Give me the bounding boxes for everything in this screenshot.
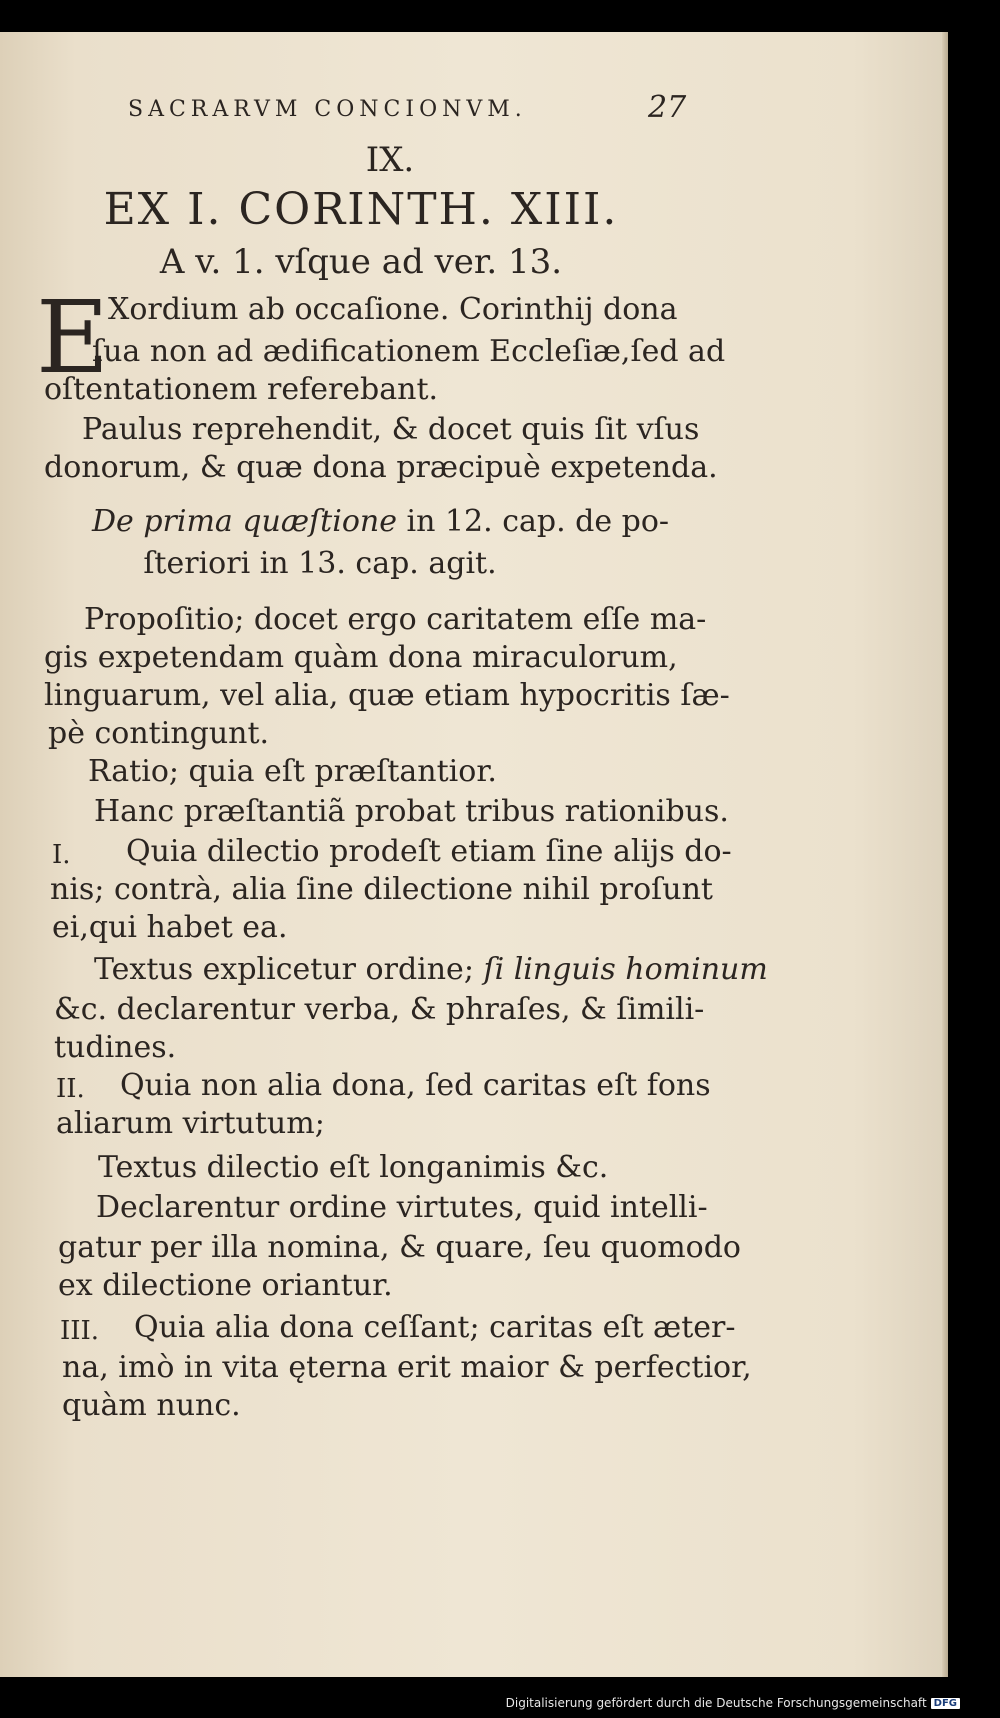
text-line: Textus dilectio eſt longanimis &c. bbox=[98, 1150, 609, 1185]
italic-phrase: ſi linguis hominum bbox=[483, 952, 768, 987]
text-line: Xordium ab occaſione. Corinthij dona bbox=[108, 292, 678, 327]
chapter-subtitle: A v. 1. vſque ad ver. 13. bbox=[159, 242, 563, 282]
page-number: 27 bbox=[648, 90, 687, 125]
text-line: Quia non alia dona, ſed caritas eſt fons bbox=[120, 1068, 711, 1103]
digitization-footer bbox=[506, 1696, 960, 1710]
text-line bbox=[92, 504, 669, 539]
text-line: gis expetendam quàm dona miraculorum, bbox=[44, 640, 678, 675]
text-line: aliarum virtutum; bbox=[56, 1106, 325, 1141]
chapter-title: EX I. CORINTH. XIII. bbox=[103, 184, 619, 235]
text-line: Quia alia dona ceſſant; caritas eſt æter- bbox=[134, 1310, 736, 1345]
text-line: Hanc præſtantiã probat tribus rationibus. bbox=[94, 794, 729, 829]
running-head: SACRARVM CONCIONVM. bbox=[128, 97, 527, 122]
drop-cap: E bbox=[36, 279, 109, 396]
text-line: &c. declarentur verba, & phraſes, & ſimili- bbox=[54, 992, 705, 1027]
text-span: Textus explicetur ordine; bbox=[94, 952, 484, 987]
text-line: donorum, & quæ dona præcipuè expetenda. bbox=[44, 450, 718, 485]
text-line: nis; contrà, alia ſine dilectione nihil proſunt bbox=[50, 872, 713, 907]
page-edge bbox=[942, 32, 948, 1677]
footer-text: Digitalisierung gefördert durch die Deutsche Forschungsgemeinschaft bbox=[505, 1696, 927, 1710]
text-line: Declarentur ordine virtutes, quid intelli- bbox=[96, 1190, 708, 1225]
italic-phrase: De prima quæſtione bbox=[92, 504, 397, 539]
point-numeral: II. bbox=[56, 1074, 85, 1104]
text-line: Ratio; quia eſt præſtantior. bbox=[88, 754, 497, 789]
text-span: in 12. cap. de po- bbox=[396, 504, 670, 539]
text-line: oſtentationem referebant. bbox=[44, 372, 439, 407]
text-line: gatur per illa nomina, & quare, ſeu quomodo bbox=[58, 1230, 741, 1265]
text-line: ex dilectione oriantur. bbox=[58, 1268, 393, 1303]
text-line: Paulus reprehendit, & docet quis ſit vſus bbox=[82, 412, 700, 447]
text-line: ſua non ad ædificationem Eccleſiæ,ſed ad bbox=[92, 334, 726, 369]
dfg-logo: DFG bbox=[931, 1698, 960, 1709]
text-line: tudines. bbox=[54, 1030, 177, 1065]
book-page bbox=[0, 32, 948, 1677]
text-line: quàm nunc. bbox=[62, 1388, 241, 1423]
text-line: linguarum, vel alia, quæ etiam hypocritis ſæ- bbox=[44, 678, 730, 713]
point-numeral: III. bbox=[60, 1316, 100, 1346]
text-line: Propoſitio; docet ergo caritatem eſſe ma- bbox=[84, 602, 707, 637]
text-line: Quia dilectio prodeſt etiam ſine alijs do- bbox=[126, 834, 732, 869]
point-numeral: I. bbox=[52, 840, 71, 870]
chapter-numeral: IX. bbox=[365, 140, 415, 180]
text-line: pè contingunt. bbox=[48, 716, 270, 751]
text-line: na, imò in vita ęterna erit maior & perfectior, bbox=[62, 1350, 752, 1385]
text-line bbox=[94, 952, 768, 987]
text-line: ſteriori in 13. cap. agit. bbox=[143, 546, 497, 581]
text-line: ei,qui habet ea. bbox=[52, 910, 288, 945]
